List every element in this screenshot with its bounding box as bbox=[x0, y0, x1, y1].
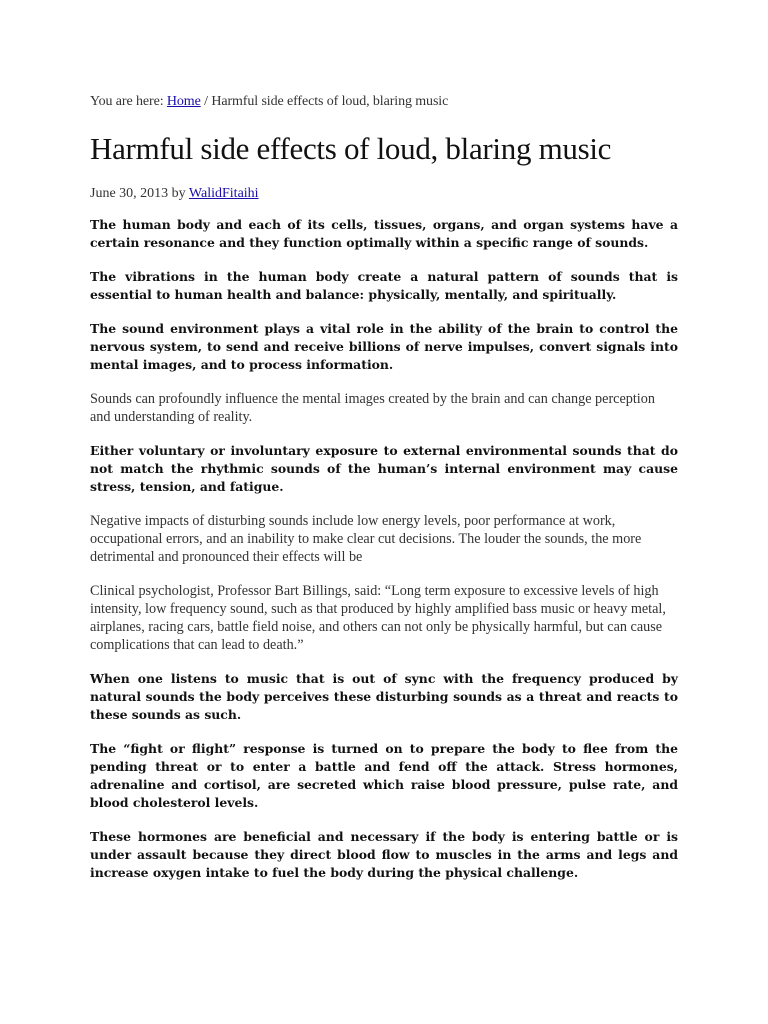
article-paragraph: Either voluntary or involuntary exposure to external environmental sounds that do not match the rhythmic sounds of the human’s internal environment may cause stress, tension, and fatigue. bbox=[90, 443, 678, 494]
article-paragraph: When one listens to music that is out of sync with the frequency produced by natural sounds the body perceives these disturbing sounds as a threat and reacts to these sounds as such. bbox=[90, 671, 678, 722]
article-paragraph: The sound environment plays a vital role in the ability of the brain to control the nervous system, to send and receive billions of nerve impulses, convert signals into mental images, and to process information. bbox=[90, 321, 678, 372]
article-paragraph: These hormones are beneficial and necessary if the body is entering battle or is under assault because they direct blood flow to muscles in the arms and legs and increase oxygen intake to fuel the body during the physical challenge. bbox=[90, 829, 678, 880]
article-body bbox=[90, 216, 678, 882]
article-paragraph: The “fight or flight” response is turned on to prepare the body to flee from the pending threat or to enter a battle and fend off the attack. Stress hormones, adrenaline and cortisol, are secreted which raise blood pressure, pulse rate, and blood cholesterol levels. bbox=[90, 741, 678, 810]
post-date: June 30, 2013 bbox=[90, 186, 169, 201]
breadcrumb-home-link[interactable]: Home bbox=[166, 94, 201, 109]
article-paragraph: Sounds can profoundly influence the mental images created by the brain and can change perception and understanding of reality. bbox=[90, 391, 655, 425]
article-paragraph: The vibrations in the human body create a natural pattern of sounds that is essential to human health and balance: physically, mentally, and spiritually. bbox=[90, 269, 678, 302]
breadcrumb-current: Harmful side effects of loud, blaring music bbox=[211, 94, 449, 109]
author-link[interactable]: WalidFitaihi bbox=[188, 186, 259, 201]
breadcrumb-prefix: You are here: bbox=[90, 94, 164, 109]
article-paragraph: Clinical psychologist, Professor Bart Billings, said: “Long term exposure to excessive levels of high intensity, low frequency sound, such as that produced by highly amplified bass music or heavy metal, airplanes, racing cars, battle field noise, and others can not only be physically harmful, but can cause complications that can lead to death.” bbox=[90, 583, 666, 653]
article-paragraph: Negative impacts of disturbing sounds include low energy levels, poor performance at work, occupational errors, and an inability to make clear cut decisions. The louder the sounds, the more detrimental and pronounced their effects will be bbox=[90, 513, 642, 565]
post-meta bbox=[90, 184, 678, 204]
article-paragraph: The human body and each of its cells, tissues, organs, and organ systems have a certain resonance and they function optimally within a specific range of sounds. bbox=[90, 217, 678, 250]
article-page bbox=[90, 92, 678, 898]
post-by: by bbox=[171, 186, 186, 201]
breadcrumb bbox=[90, 92, 678, 112]
breadcrumb-separator: / bbox=[204, 94, 208, 109]
page-title: Harmful side effects of loud, blaring music bbox=[90, 131, 612, 166]
